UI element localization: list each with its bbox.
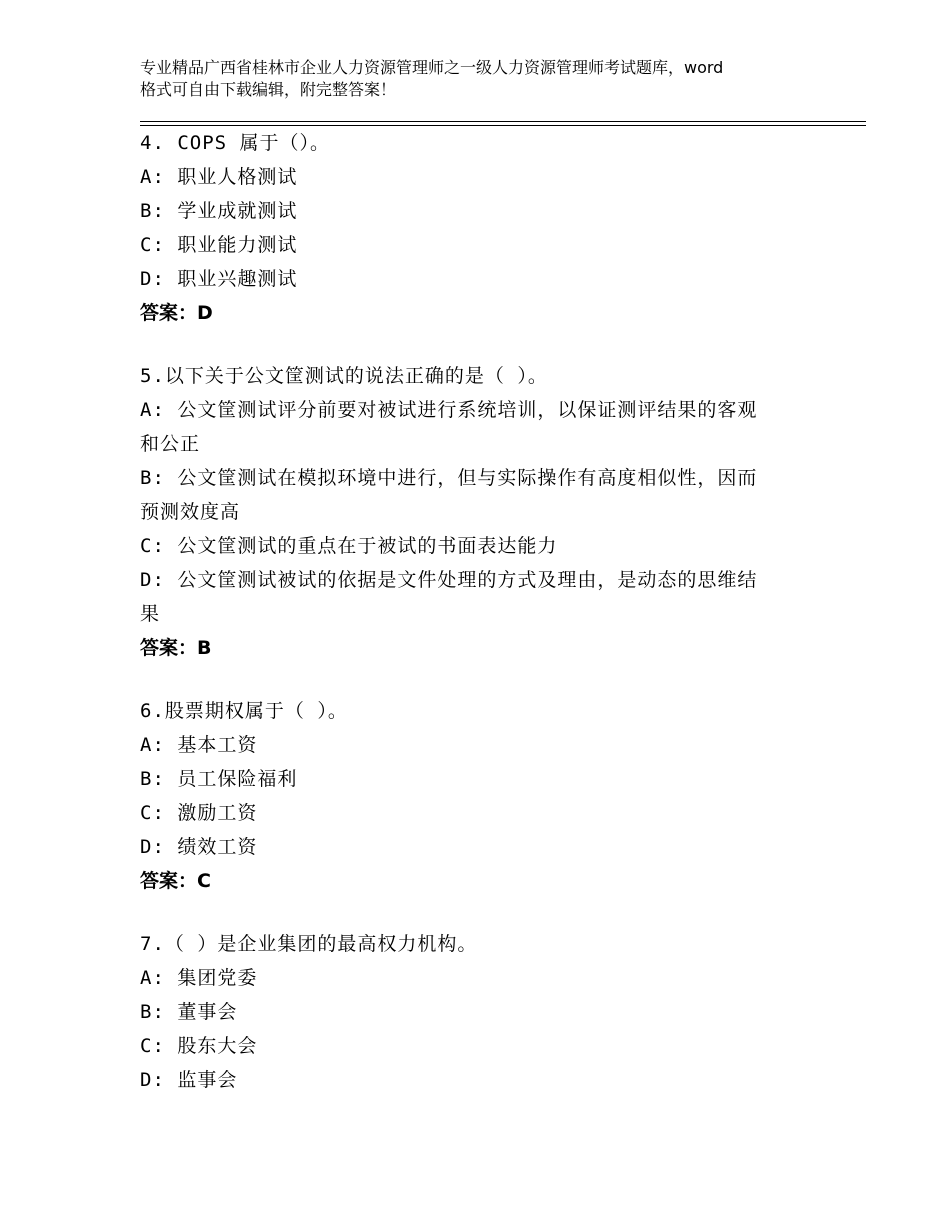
option-line-continued: 和公正 — [140, 433, 201, 455]
option-line: A: 基本工资 — [140, 734, 258, 756]
question-stem: 7.（ ）是企业集团的最高权力机构。 — [140, 933, 478, 955]
header-line-2: 格式可自由下载编辑，附完整答案！ — [140, 80, 397, 99]
option-line: A: 公文筐测试评分前要对被试进行系统培训，以保证测评结果的客观 — [140, 399, 758, 421]
header-line-1: 专业精品广西省桂林市企业人力资源管理师之一级人力资源管理师考试题库，word — [140, 58, 724, 77]
option-line: B: 学业成就测试 — [140, 200, 298, 222]
question-block — [140, 126, 820, 330]
option-line: C: 激励工资 — [140, 802, 258, 824]
answer-line: 答案：C — [140, 870, 211, 892]
option-line: C: 职业能力测试 — [140, 234, 298, 256]
question-stem: 6.股票期权属于（ ）。 — [140, 700, 348, 722]
question-stem: 4. COPS 属于（）。 — [140, 132, 331, 154]
question-block — [140, 694, 820, 898]
option-line: A: 集团党委 — [140, 967, 258, 989]
option-line: B: 董事会 — [140, 1001, 238, 1023]
question-block — [140, 359, 820, 665]
option-line-continued: 预测效度高 — [140, 501, 241, 523]
option-line: D: 监事会 — [140, 1069, 238, 1091]
option-line: B: 公文筐测试在模拟环境中进行，但与实际操作有高度相似性，因而 — [140, 467, 758, 489]
document-header — [140, 57, 840, 101]
option-line: A: 职业人格测试 — [140, 166, 298, 188]
answer-line: 答案：D — [140, 302, 213, 324]
option-line: D: 职业兴趣测试 — [140, 268, 298, 290]
header-rule-top — [140, 121, 866, 122]
question-block — [140, 927, 820, 1097]
option-line: D: 绩效工资 — [140, 836, 258, 858]
option-line-continued: 果 — [140, 603, 161, 625]
question-list — [140, 126, 820, 1126]
option-line: C: 股东大会 — [140, 1035, 258, 1057]
question-stem: 5.以下关于公文筐测试的说法正确的是（ ）。 — [140, 365, 548, 387]
option-line: C: 公文筐测试的重点在于被试的书面表达能力 — [140, 535, 558, 557]
option-line: D: 公文筐测试被试的依据是文件处理的方式及理由，是动态的思维结 — [140, 569, 758, 591]
answer-line: 答案：B — [140, 637, 212, 659]
option-line: B: 员工保险福利 — [140, 768, 298, 790]
